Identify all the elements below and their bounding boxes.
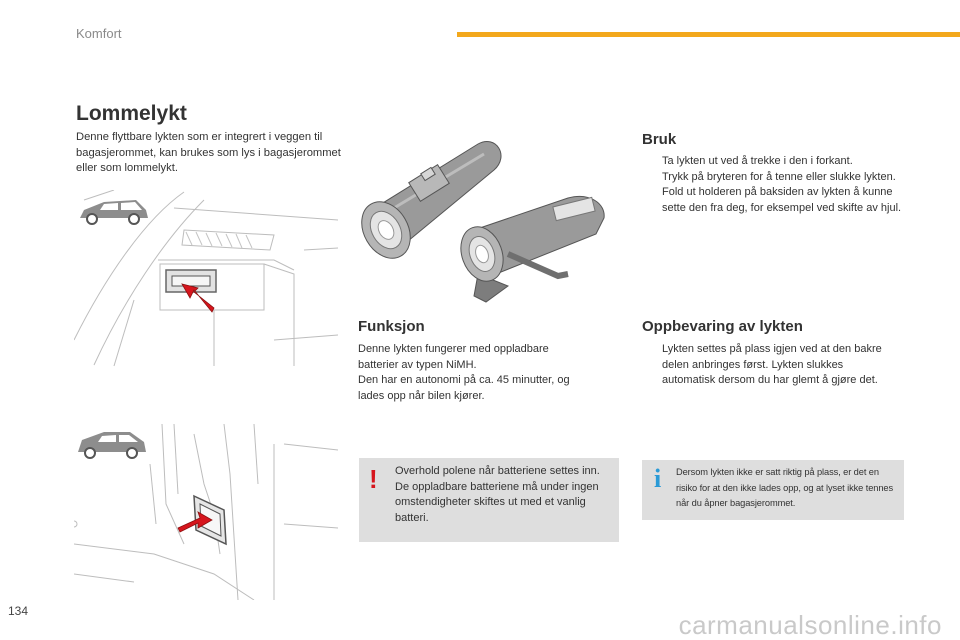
car-icon [80,200,148,224]
car-icon [78,432,146,458]
page-title: Lommelykt [76,102,187,125]
list-item: Lykten settes på plass igjen ved at den bakre delen anbringes først. Lykten slukkes automatisk dersom du har glemt å gjøre det. [662,343,882,387]
list-item: Fold ut holderen på baksiden av lykten å kunne sette den fra deg, for eksempel ved skifte av hjul. [662,186,902,214]
bruk-list [642,154,904,216]
funksjon-line: batterier av typen NiMH. [358,358,477,371]
funksjon-line: Denne lykten fungerer med oppladbare [358,343,549,355]
funksjon-line: Den har en autonomi på ca. 45 minutter, og [358,374,570,387]
intro-paragraph: Denne flyttbare lykten som er integrert i veggen til bagasjerommet, kan brukes som lys i bagasjerommet eller som lommelykt. [76,131,341,175]
flashlight-rear [454,196,605,302]
info-text: Dersom lykten ikke er satt riktig på plass, er det en risiko for at den ikke lades opp, og at lyset ikke tennes når du åpner bagasjerommet. [676,467,894,509]
trunk-illustration-bottom [74,424,338,600]
section-label: Komfort [76,26,122,41]
trunk-illustration-top [74,190,338,368]
info-box [642,460,904,520]
warning-icon: ! [369,464,378,494]
funksjon-text [358,342,620,404]
warning-box [359,458,619,542]
funksjon-line: lades opp når bilen kjører. [358,389,485,402]
bruk-heading: Bruk [642,131,677,148]
page-number: 134 [8,604,29,618]
list-item: Trykk på bryteren for å tenne eller slukke lykten. [662,170,896,183]
watermark: carmanualsonline.info [678,610,942,640]
list-item: Ta lykten ut ved å trekke i den i forkant. [662,155,853,167]
funksjon-heading: Funksjon [358,318,425,335]
oppbevaring-list [642,342,892,389]
info-icon: i [654,464,662,493]
oppbevaring-heading: Oppbevaring av lykten [642,318,803,335]
header-rule [457,32,960,37]
flashlight-illustration [358,136,622,306]
warning-text: Overhold polene når batteriene settes inn. De oppladbare batteriene må under ingen omstendigheter skiftes ut med et vanlig batteri. [395,465,600,524]
